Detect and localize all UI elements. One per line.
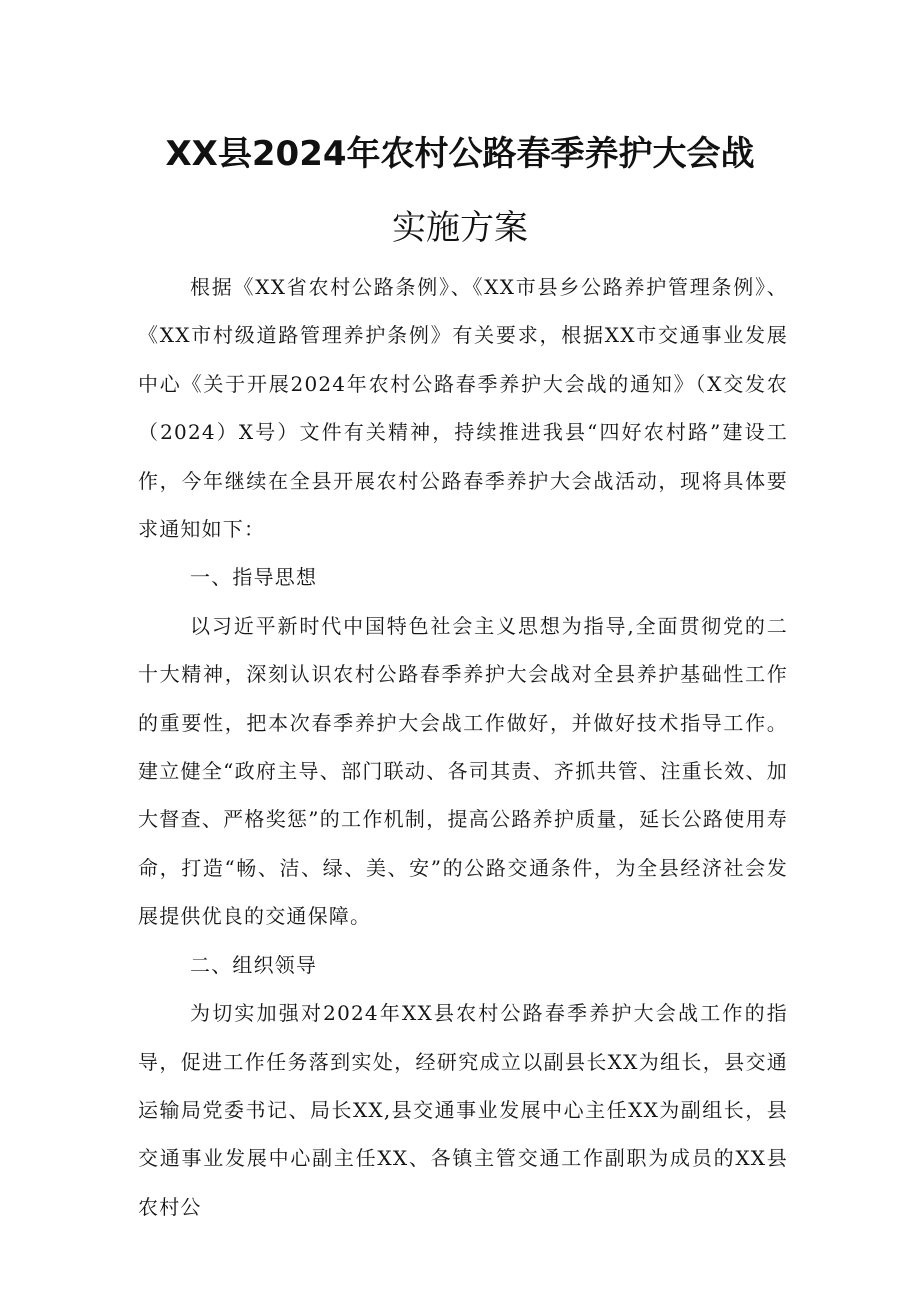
document-title-line-1: XX县2024年农村公路春季养护大会战 [165,134,755,174]
organization-paragraph: 为切实加强对2024年XX县农村公路春季养护大会战工作的指导，促进工作任务落到实处，经研究成立以副县长XX为组长，县交通运输局党委书记、局长XX,县交通事业发展中心主任XX为副组长，县交通事业发展中心副主任XX、各镇主管交通工作副职为成员的XX县农村公 [138,1001,788,1219]
section-heading-organization: 二、组织领导 [190,952,318,977]
guiding-ideology-paragraph: 以习近平新时代中国特色社会主义思想为指导,全面贯彻党的二十大精神，深刻认识农村公路春季养护大会战对全县养护基础性工作的重要性，把本次春季养护大会战工作做好，并做好技术指导工作。建立健全“政府主导、部门联动、各司其责、齐抓共管、注重长效、加大督查、严格奖惩”的工作机制，提高公路养护质量，延长公路使用寿命，打造“畅、洁、绿、美、安”的公路交通条件，为全县经济社会发展提供优良的交通保障。 [138,613,788,929]
section-heading-guiding-ideology: 一、指导思想 [190,565,318,590]
intro-paragraph: 根据《XX省农村公路条例》、《XX市县乡公路养护管理条例》、《XX市村级道路管理养护条例》有关要求，根据XX市交通事业发展中心《关于开展2024年农村公路春季养护大会战的通知》（X交发农（2024）X号）文件有关精神，持续推进我县“四好农村路”建设工作，今年继续在全县开展农村公路春季养护大会战活动，现将具体要求通知如下： [138,275,788,542]
document-title-line-2: 实施方案 [392,208,528,248]
document-body [138,263,788,1231]
